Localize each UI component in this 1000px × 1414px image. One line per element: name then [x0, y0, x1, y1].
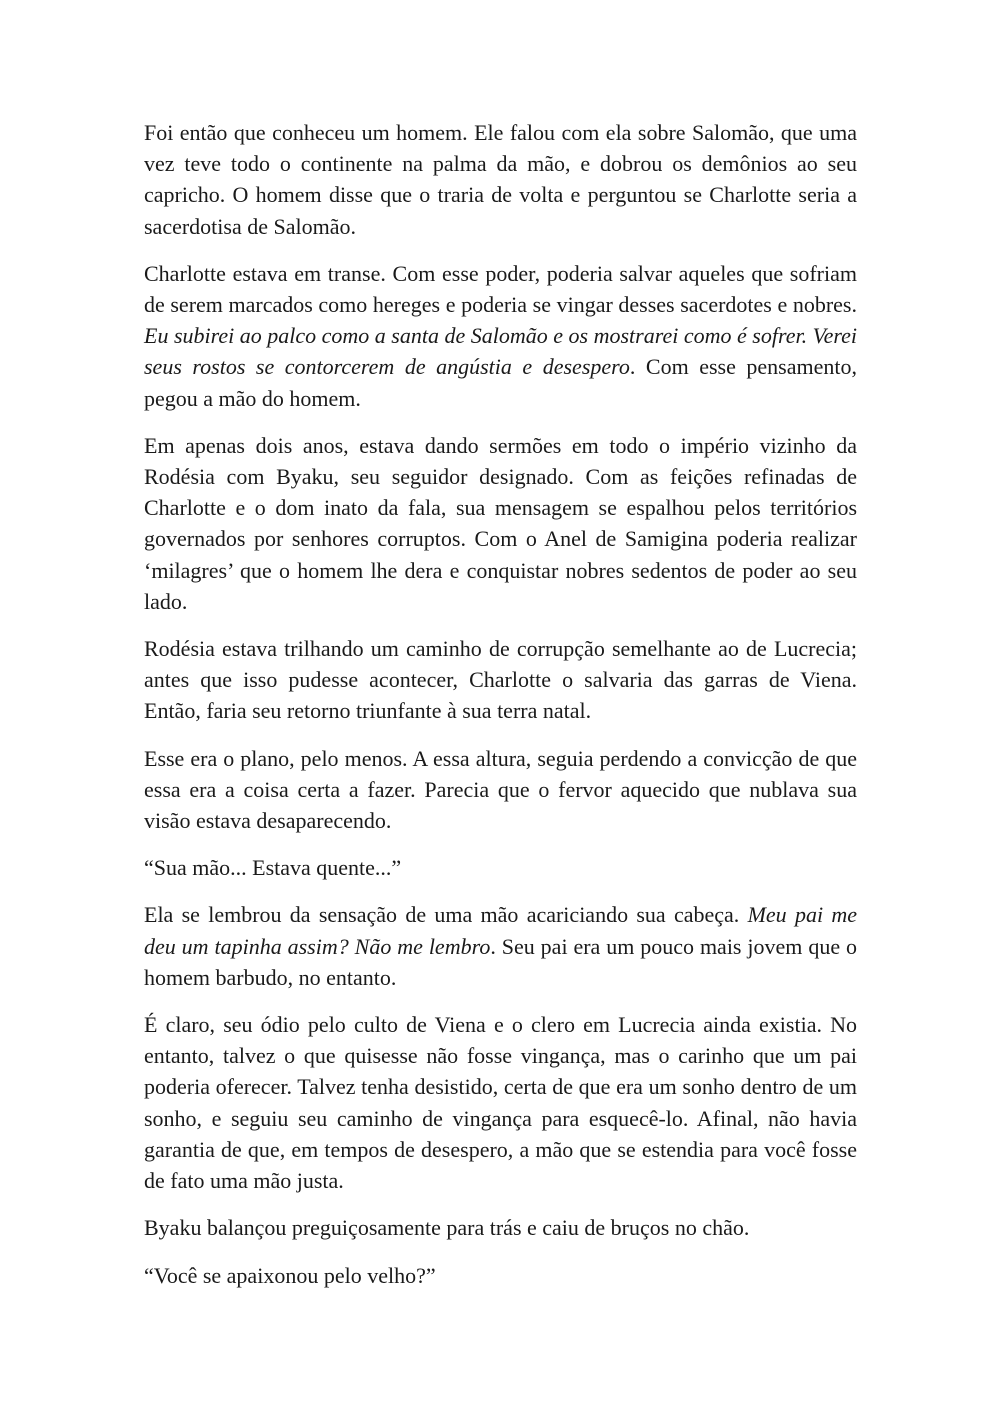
paragraph-8	[144, 1009, 857, 1196]
paragraph-italic-text: Meu pai me deu um tapinha assim? Não me lembro	[144, 902, 858, 959]
paragraph-text: Foi então que conheceu um homem. Ele falou com ela sobre Salomão, que uma vez teve todo o continente na palma da mão, e dobrou os demônios ao seu capricho. O homem disse que o traria de volta e perguntou se Charlotte seria a sacerdotisa de Salomão.	[144, 120, 857, 239]
paragraph-10	[144, 1260, 857, 1291]
dialogue-text: “Sua mão... Estava quente...”	[144, 855, 402, 881]
paragraph-5	[144, 743, 857, 837]
dialogue-text: “Você se apaixonou pelo velho?”	[144, 1262, 436, 1288]
paragraph-text: Charlotte estava em transe. Com esse poder, poderia salvar aqueles que sofriam de serem marcados como hereges e poderia se vingar desses sacerdotes e nobres.	[144, 260, 857, 318]
paragraph-text: . Seu pai era um pouco mais jovem que o homem barbudo, no entanto.	[144, 933, 857, 990]
document-page	[144, 117, 857, 1307]
paragraph-italic-text: Eu subirei ao palco como a santa de Salomão e os mostrarei como é sofrer. Verei seus rostos se contorcerem de angústia e desespero	[144, 323, 857, 380]
paragraph-4	[144, 633, 857, 727]
paragraph-6	[144, 852, 857, 883]
paragraph-text: Rodésia estava trilhando um caminho de corrupção semelhante ao de Lucrecia; antes que isso pudesse acontecer, Charlotte o salvaria das garras de Viena. Então, faria seu retorno triunfante à sua terra natal.	[144, 636, 857, 724]
paragraph-9	[144, 1212, 857, 1243]
paragraph-text: . Com esse pensamento, pegou a mão do homem.	[144, 354, 857, 411]
paragraph-text: Esse era o plano, pelo menos. A essa altura, seguia perdendo a convicção de que essa era a coisa certa a fazer. Parecia que o fervor aquecido que nublava sua visão estava desaparecendo.	[144, 745, 857, 834]
paragraph-2	[144, 258, 857, 414]
paragraph-7	[144, 899, 857, 993]
paragraph-text: Ela se lembrou da sensação de uma mão acariciando sua cabeça.	[144, 902, 748, 928]
paragraph-text: Em apenas dois anos, estava dando sermões em todo o império vizinho da Rodésia com Byaku, seu seguidor designado. Com as feições refinadas de Charlotte e o dom inato da fala, sua mensagem se espalhou pelos territórios governados por senhores corruptos. Com o Anel de Samigina poderia realizar ‘milagres’ que o homem lhe dera e conquistar nobres sedentos de poder ao seu lado.	[144, 432, 857, 614]
paragraph-text: É claro, seu ódio pelo culto de Viena e o clero em Lucrecia ainda existia. No entanto, talvez o que quisesse não fosse vingança, mas o carinho que um pai poderia oferecer. Talvez tenha desistido, certa de que era um sonho dentro de um sonho, e seguiu seu caminho de vingança para esquecê-lo. Afinal, não havia garantia de que, em tempos de desespero, a mão que se estendia para você fosse de fato uma mão justa.	[144, 1012, 857, 1194]
paragraph-3	[144, 430, 857, 617]
paragraph-text: Byaku balançou preguiçosamente para trás e caiu de bruços no chão.	[144, 1215, 750, 1241]
paragraph-1	[144, 117, 857, 242]
